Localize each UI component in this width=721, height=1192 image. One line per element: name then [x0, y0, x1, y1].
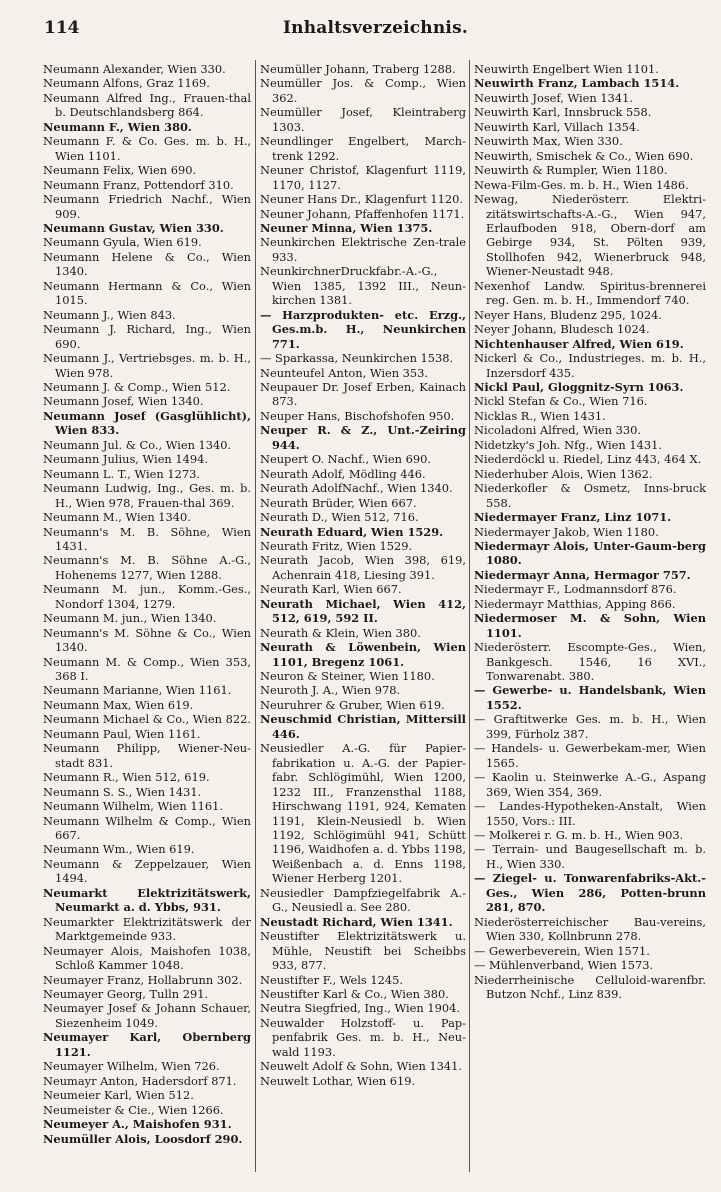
index-entry: Niederhuber Alois, Wien 1362.: [474, 466, 653, 481]
index-entry: Neumann Gustav, Wien 330.: [43, 220, 224, 235]
index-entry: Neutra Siegfried, Ing., Wien 1904.: [260, 1001, 460, 1016]
index-entry: Neuper R. & Z., Unt.-Zeiring 944.: [260, 423, 466, 452]
index-entry: Niederkofler & Osmetz, Inns-bruck 558.: [474, 481, 706, 510]
index-entry: Newa-Film-Ges. m. b. H., Wien 1486.: [474, 177, 689, 192]
index-entry: Neustifter F., Wels 1245.: [260, 972, 403, 987]
index-entry: Neumann Friedrich Nachf., Wien 909.: [43, 192, 251, 221]
index-entry: Neyer Hans, Bludenz 295, 1024.: [474, 307, 663, 322]
index-entry: Neupert O. Nachf., Wien 690.: [260, 452, 431, 467]
index-entry: Neurath Eduard, Wien 1529.: [260, 524, 444, 539]
index-entry: Neumann F. & Co. Ges. m. b. H., Wien 1101.: [43, 134, 251, 163]
index-entry: Neumüller Alois, Loosdorf 290.: [43, 1131, 243, 1146]
index-entry: Neumayer Josef & Johann Schauer, Siezenheim 1049.: [43, 1001, 251, 1030]
index-entry: Neurath Adolf, Mödling 446.: [260, 466, 426, 481]
page-header: [0, 0, 721, 40]
index-entry: Neurath Karl, Wien 667.: [260, 582, 402, 597]
running-title: Inhaltsverzeichnis.: [283, 18, 468, 38]
index-entry: Neumann Paul, Wien 1161.: [43, 726, 201, 741]
index-entry: Neurath Fritz, Wien 1529.: [260, 538, 413, 553]
index-entry: Neuner Hans Dr., Klagenfurt 1120.: [260, 192, 464, 207]
index-entry: Neuroth J. A., Wien 978.: [260, 683, 401, 698]
index-entry: Neuper Hans, Bischofshofen 950.: [260, 408, 455, 423]
index-entry: Neumann Franz, Pottendorf 310.: [43, 177, 234, 192]
index-entry: — Mühlenverband, Wien 1573.: [474, 958, 654, 973]
index-entry: Neuwirth, Smischek & Co., Wien 690.: [474, 148, 694, 163]
index-entry: Niedermayr Matthias, Apping 866.: [474, 596, 676, 611]
index-entry: Neupauer Dr. Josef Erben, Kainach 873.: [260, 379, 466, 409]
index-entry: Neumann Ludwig, Ing., Ges. m. b. H., Wien 978, Frauen-thal 369.: [43, 481, 251, 510]
index-entry: Niedermayr Alois, Unter-Gaum-berg 1080.: [474, 538, 706, 568]
index-entry: Neumüller Josef, Kleintraberg 1303.: [260, 105, 466, 134]
column-divider: [469, 60, 470, 1172]
index-entry: Neuwelt Adolf & Sohn, Wien 1341.: [260, 1059, 463, 1074]
index-entry: Neumann Julius, Wien 1494.: [43, 452, 208, 467]
index-entry: Neumann L. T., Wien 1273.: [43, 466, 200, 481]
index-entry: — Harzprodukten- etc. Erzg., Ges.m.b. H., Neunkirchen 771.: [260, 307, 466, 351]
index-entry: Neumeister & Cie., Wien 1266.: [43, 1102, 224, 1117]
index-entry: Neumann Helene & Co., Wien 1340.: [43, 249, 251, 279]
index-entry: — Sparkassa, Neunkirchen 1538.: [260, 351, 454, 366]
index-entry: Neuwalder Holzstoff- u. Pap-penfabrik Ges. m. b. H., Neu-wald 1193.: [260, 1015, 466, 1059]
index-entry: Neumayer Franz, Hollabrunn 302.: [43, 972, 243, 987]
index-entry: — Graftitwerke Ges. m. b. H., Wien 399, Fürholz 387.: [474, 712, 706, 741]
index-entry: NeunkirchnerDruckfabr.-A.-G., Wien 1385, 1392 III., Neun-kirchen 1381.: [260, 264, 466, 308]
index-entry: Nexenhof Landw. Spiritus-brennerei reg. Gen. m. b. H., Immendorf 740.: [474, 278, 706, 308]
index-entry: Neumann Felix, Wien 690.: [43, 163, 197, 178]
index-entry: — Molkerei r. G. m. b. H., Wien 903.: [474, 828, 684, 843]
page-number: 114: [44, 18, 80, 38]
index-entry: Neumann Josef (Gasglühlicht), Wien 833.: [43, 408, 251, 438]
index-entry: Neumann Gyula, Wien 619.: [43, 235, 202, 250]
index-entry: Niedermayer Franz, Linz 1071.: [474, 510, 672, 525]
index-entry: Niedermoser M. & Sohn, Wien 1101.: [474, 611, 706, 640]
index-entry: — Ziegel- u. Tonwarenfabriks-Akt.-Ges., Wien 286, Potten-brunn 281, 870.: [474, 871, 706, 915]
index-entry: Nicklas R., Wien 1431.: [474, 408, 606, 423]
index-entry: Neusiedler Dampfziegelfabrik A.-G., Neusiedl a. See 280.: [260, 885, 466, 915]
index-entry: Neustifter Elektrizitätswerk u. Mühle, Neustift bei Scheibbs 933, 877.: [260, 929, 466, 973]
index-entry: Neumann Alfons, Graz 1169.: [43, 76, 210, 91]
index-entry: Neumann J., Vertriebsges. m. b. H., Wien 978.: [43, 351, 251, 380]
index-entry: Neumann S. S., Wien 1431.: [43, 784, 202, 799]
index-entry: Neuwirth Engelbert Wien 1101.: [474, 62, 659, 76]
index-entry: Neustifter Karl & Co., Wien 380.: [260, 987, 449, 1001]
column-divider: [255, 60, 256, 1172]
index-entry: Niederdöckl u. Riedel, Linz 443, 464 X.: [474, 452, 702, 467]
index-entry: Neuwirth Karl, Innsbruck 558.: [474, 105, 652, 120]
index-entry: Neuner Christof, Klagenfurt 1119, 1170, 1127.: [260, 163, 466, 192]
index-entry: Neumann Wm., Wien 619.: [43, 842, 195, 857]
index-entry: Neumann Wilhelm, Wien 1161.: [43, 799, 223, 814]
index-entry: Nidetzky's Joh. Nfg., Wien 1431.: [474, 437, 662, 452]
index-entry: Neyer Johann, Bludesch 1024.: [474, 322, 650, 337]
index-entry: Neumann J. & Comp., Wien 512.: [43, 379, 231, 394]
index-entry: Niedermayr Anna, Hermagor 757.: [474, 567, 691, 582]
index-entry: Neumeier Karl, Wien 512.: [43, 1088, 194, 1103]
index-entry: Neumayr Anton, Hadersdorf 871.: [43, 1073, 237, 1088]
index-entry: Neurath D., Wien 512, 716.: [260, 510, 419, 525]
index-entry: Neumann M., Wien 1340.: [43, 510, 191, 525]
index-entry: Niederösterr. Escompte-Ges., Wien, Bankgesch. 1546, 16 XVI., Tonwarenabt. 380.: [474, 640, 706, 684]
index-entry: Neurath Brüder, Wien 667.: [260, 495, 417, 510]
index-entry: Neuwirth Josef, Wien 1341.: [474, 90, 633, 105]
index-entry: Neurath Michael, Wien 412, 512, 619, 592 II.: [260, 596, 466, 626]
index-entry: Neumayer Karl, Obernberg 1121.: [43, 1030, 251, 1059]
index-entry: — Gewerbeverein, Wien 1571.: [474, 943, 650, 958]
column-middle: [260, 62, 466, 1172]
index-entry: Neuwelt Lothar, Wien 619.: [260, 1073, 416, 1088]
index-entry: Neumann J., Wien 843.: [43, 307, 176, 322]
index-entry: Nickl Paul, Gloggnitz-Syrn 1063.: [474, 379, 684, 394]
index-entry: Neumann Max, Wien 619.: [43, 697, 194, 712]
index-entry: Neumüller Johann, Traberg 1288.: [260, 62, 456, 76]
index-entry: Neumarkter Elektrizitätswerk der Marktgemeinde 933.: [43, 914, 251, 944]
index-entry: Neumüller Jos. & Comp., Wien 362.: [260, 76, 466, 105]
index-entry: — Handels- u. Gewerbekam-mer, Wien 1565.: [474, 741, 706, 770]
index-entry: Neuschmid Christian, Mittersill 446.: [260, 712, 466, 741]
index-entry: Neumann M. jun., Komm.-Ges., Nondorf 1304, 1279.: [43, 582, 251, 611]
index-entry: Nicoladoni Alfred, Wien 330.: [474, 423, 642, 438]
index-entry: Nichtenhauser Alfred, Wien 619.: [474, 336, 684, 351]
index-entry: Neusiedler A.-G. für Papier-fabrikation u. A.-G. der Papier-fabr. Schlögimühl, Wien 1200, 1232 III., Franzensthal 1188, Hirschwang 1191, 924, Kematen 1191, Klein-Neusiedl b. Wien 1192, Schlögimühl 941, Schütt 1196, Waidhofen a. d. Ybbs 1198, Weißenbach a. d. Enns 1198, Wiener Herberg 1201.: [260, 741, 466, 886]
index-entry: Neurath & Löwenbein, Wien 1101, Bregenz 1061.: [260, 640, 466, 669]
index-entry: Niedermayr F., Lodmannsdorf 876.: [474, 582, 677, 597]
index-entry: Neumayer Georg, Tulln 291.: [43, 987, 209, 1001]
column-right: [474, 62, 706, 1172]
index-entry: Neuner Johann, Pfaffenhofen 1171.: [260, 206, 465, 221]
index-entry: Neumann Josef, Wien 1340.: [43, 394, 204, 409]
index-entry: Neuron & Steiner, Wien 1180.: [260, 669, 435, 684]
index-entry: Neumann & Zeppelzauer, Wien 1494.: [43, 856, 251, 886]
index-entry: Neumann R., Wien 512, 619.: [43, 770, 210, 785]
index-entry: Neumann's M. B. Söhne, Wien 1431.: [43, 524, 251, 553]
index-entry: Neumann Michael & Co., Wien 822.: [43, 712, 251, 727]
index-entry: Neuwirth Max, Wien 330.: [474, 134, 623, 149]
index-entry: Neumann Jul. & Co., Wien 1340.: [43, 437, 232, 452]
index-entry: Neuruhrer & Gruber, Wien 619.: [260, 697, 445, 712]
index-entry: Neumayer Alois, Maishofen 1038, Schloß Kammer 1048.: [43, 943, 251, 973]
index-entry: Nickerl & Co., Industrieges. m. b. H., Inzersdorf 435.: [474, 351, 706, 380]
index-entry: Neumeyer A., Maishofen 931.: [43, 1117, 232, 1132]
index-entry: Neumann's M. Söhne & Co., Wien 1340.: [43, 625, 251, 655]
index-entry: Neumann Wilhelm & Comp., Wien 667.: [43, 813, 251, 843]
index-entry: Neumann's M. B. Söhne A.-G., Hohenems 1277, Wien 1288.: [43, 553, 251, 582]
index-entry: Neuner Minna, Wien 1375.: [260, 220, 433, 235]
index-entry: Neumann Hermann & Co., Wien 1015.: [43, 278, 251, 308]
index-entry: Neundlinger Engelbert, March-trenk 1292.: [260, 134, 466, 163]
index-entry: Neumann M. & Comp., Wien 353, 368 I.: [43, 654, 251, 684]
index-entry: Neumarkt Elektrizitätswerk, Neumarkt a. d. Ybbs, 931.: [43, 885, 251, 915]
index-entry: Neunkirchen Elektrische Zen-trale 933.: [260, 235, 466, 264]
index-entry: Neumann M. jun., Wien 1340.: [43, 611, 217, 626]
index-entry: Neurath Jacob, Wien 398, 619, Achenrain 418, Liesing 391.: [260, 553, 466, 582]
index-entry: Neumann Alexander, Wien 330.: [43, 62, 226, 76]
index-entry: Neuwirth & Rumpler, Wien 1180.: [474, 163, 668, 178]
index-entry: — Kaolin u. Steinwerke A.-G., Aspang 369, Wien 354, 369.: [474, 770, 706, 799]
index-entry: Niederrheinische Celluloid-warenfbr. Butzon Nchf., Linz 839.: [474, 972, 706, 1001]
index-entry: Neuwirth Karl, Villach 1354.: [474, 119, 640, 134]
index-entry: Newag, Niederösterr. Elektri-zitätswirtschafts-A.-G., Wien 947, Erlaufboden 918, Obern-dorf am Gebirge 934, St. Pölten 939, Stollhofen 942, Wienerbruck 948, Wiener-Neustadt 948.: [474, 192, 706, 279]
index-entry: — Landes-Hypotheken-Anstalt, Wien 1550, Vors.: III.: [474, 799, 706, 828]
index-entry: Neumann J. Richard, Ing., Wien 690.: [43, 322, 251, 351]
index-entry: Neustadt Richard, Wien 1341.: [260, 914, 453, 929]
index-entry: Neunteufel Anton, Wien 353.: [260, 365, 429, 380]
index-entry: Neurath AdolfNachf., Wien 1340.: [260, 481, 453, 496]
index-entry: Neumann Marianne, Wien 1161.: [43, 683, 232, 698]
index-entry: Neurath & Klein, Wien 380.: [260, 625, 421, 640]
index-entry: Neumann Alfred Ing., Frauen-thal b. Deutschlandsberg 864.: [43, 90, 251, 120]
index-entry: Niedermayer Jakob, Wien 1180.: [474, 524, 659, 539]
index-entry: Nickl Stefan & Co., Wien 716.: [474, 394, 648, 409]
index-entry: Neumayer Wilhelm, Wien 726.: [43, 1059, 220, 1074]
index-entry: Neumann F., Wien 380.: [43, 119, 192, 134]
index-entry: — Terrain- und Baugesellschaft m. b. H., Wien 330.: [474, 842, 706, 871]
index-entry: Niederösterreichischer Bau-vereins, Wien 330, Kollnbrunn 278.: [474, 914, 706, 944]
index-entry: Neumann Philipp, Wiener-Neu-stadt 831.: [43, 741, 251, 770]
index-entry: — Gewerbe- u. Handelsbank, Wien 1552.: [474, 683, 706, 712]
column-left: [43, 62, 251, 1172]
index-entry: Neuwirth Franz, Lambach 1514.: [474, 76, 680, 91]
